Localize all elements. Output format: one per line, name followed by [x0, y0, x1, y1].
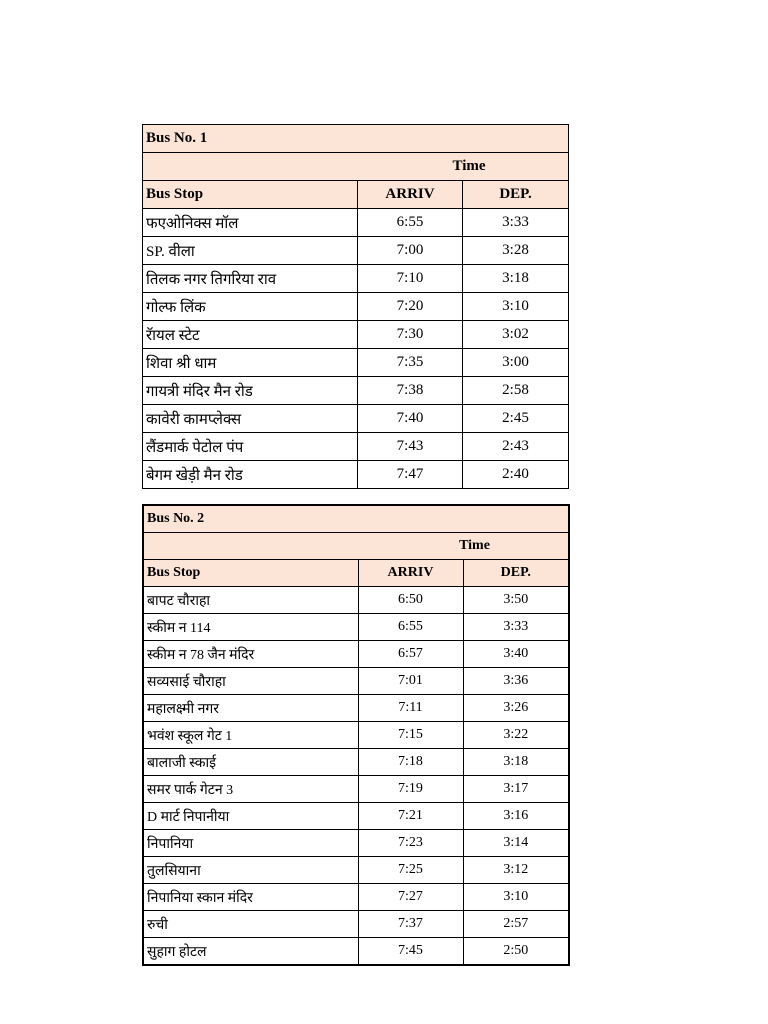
arrival-time-cell: 7:01 — [358, 668, 463, 695]
bus-stop-cell: रुची — [143, 911, 358, 938]
bus-stop-cell: सव्यसाई चौराहा — [143, 668, 358, 695]
arrival-time-cell: 6:57 — [358, 641, 463, 668]
departure-time-cell: 2:43 — [463, 433, 569, 461]
arrival-time-cell: 7:40 — [358, 405, 463, 433]
arrival-time-cell: 7:11 — [358, 695, 463, 722]
arrival-time-cell: 7:38 — [358, 377, 463, 405]
bus-2-title: Bus No. 2 — [143, 505, 569, 533]
bus-1-time-label: Time — [143, 153, 569, 181]
departure-time-cell: 3:36 — [463, 668, 569, 695]
bus-1-title-row — [143, 125, 569, 153]
bus-stop-cell: तिलक नगर तिगरिया राव — [143, 265, 358, 293]
bus-stop-cell: महालक्ष्मी नगर — [143, 695, 358, 722]
departure-time-cell: 3:50 — [463, 587, 569, 614]
arrival-time-cell: 7:35 — [358, 349, 463, 377]
bus-1-col-stop: Bus Stop — [143, 181, 358, 209]
table-row — [143, 321, 569, 349]
bus-stop-cell: स्कीम न 78 जैन मंदिर — [143, 641, 358, 668]
table-row — [143, 938, 569, 966]
bus-stop-cell: SP. वीला — [143, 237, 358, 265]
departure-time-cell: 3:40 — [463, 641, 569, 668]
bus-2-col-departure: DEP. — [463, 560, 569, 587]
arrival-time-cell: 7:43 — [358, 433, 463, 461]
departure-time-cell: 2:58 — [463, 377, 569, 405]
arrival-time-cell: 6:55 — [358, 614, 463, 641]
arrival-time-cell: 7:00 — [358, 237, 463, 265]
departure-time-cell: 2:50 — [463, 938, 569, 966]
table-row — [143, 461, 569, 489]
table-row — [143, 293, 569, 321]
departure-time-cell: 3:16 — [463, 803, 569, 830]
bus-stop-cell: निपानिया — [143, 830, 358, 857]
bus-1-col-arrival: ARRIV — [358, 181, 463, 209]
table-row — [143, 265, 569, 293]
departure-time-cell: 3:22 — [463, 722, 569, 749]
table-row — [143, 349, 569, 377]
departure-time-cell: 3:10 — [463, 884, 569, 911]
table-row — [143, 884, 569, 911]
bus-1-table-body — [143, 125, 569, 489]
bus-2-title-row — [143, 505, 569, 533]
departure-time-cell: 3:26 — [463, 695, 569, 722]
bus-stop-cell: बेगम खेड़ी मैन रोड — [143, 461, 358, 489]
departure-time-cell: 3:17 — [463, 776, 569, 803]
departure-time-cell: 3:33 — [463, 614, 569, 641]
bus-stop-cell: D मार्ट निपानीया — [143, 803, 358, 830]
bus-1-time-row — [143, 153, 569, 181]
table-row — [143, 405, 569, 433]
departure-time-cell: 3:28 — [463, 237, 569, 265]
departure-time-cell: 3:14 — [463, 830, 569, 857]
table-row — [143, 587, 569, 614]
table-row — [143, 433, 569, 461]
bus-1-col-departure: DEP. — [463, 181, 569, 209]
departure-time-cell: 2:45 — [463, 405, 569, 433]
bus-stop-cell: स्कीम न 114 — [143, 614, 358, 641]
bus-stop-cell: गायत्री मंदिर मैन रोड — [143, 377, 358, 405]
departure-time-cell: 2:40 — [463, 461, 569, 489]
table-row — [143, 803, 569, 830]
arrival-time-cell: 7:25 — [358, 857, 463, 884]
bus-2-time-label: Time — [143, 533, 569, 560]
table-row — [143, 237, 569, 265]
departure-time-cell: 3:18 — [463, 265, 569, 293]
departure-time-cell: 3:18 — [463, 749, 569, 776]
arrival-time-cell: 7:23 — [358, 830, 463, 857]
table-row — [143, 614, 569, 641]
departure-time-cell: 3:00 — [463, 349, 569, 377]
arrival-time-cell: 7:18 — [358, 749, 463, 776]
table-row — [143, 857, 569, 884]
bus-2-column-header-row — [143, 560, 569, 587]
bus-stop-cell: भवंश स्कूल गेट 1 — [143, 722, 358, 749]
bus-stop-cell: कावेरी कामप्लेक्स — [143, 405, 358, 433]
bus-stop-cell: समर पार्क गेटन 3 — [143, 776, 358, 803]
table-row — [143, 209, 569, 237]
bus-stop-cell: बालाजी स्काई — [143, 749, 358, 776]
departure-time-cell: 3:02 — [463, 321, 569, 349]
departure-time-cell: 2:57 — [463, 911, 569, 938]
departure-time-cell: 3:12 — [463, 857, 569, 884]
arrival-time-cell: 7:47 — [358, 461, 463, 489]
bus-stop-cell: फएओनिक्स मॉल — [143, 209, 358, 237]
bus-stop-cell: सुहाग होटल — [143, 938, 358, 966]
bus-2-table-body — [143, 505, 569, 965]
bus-stop-cell: गोल्फ लिंक — [143, 293, 358, 321]
arrival-time-cell: 6:55 — [358, 209, 463, 237]
table-row — [143, 911, 569, 938]
bus-stop-cell: तुलसियाना — [143, 857, 358, 884]
table-row — [143, 695, 569, 722]
table-row — [143, 749, 569, 776]
table-row — [143, 830, 569, 857]
arrival-time-cell: 7:10 — [358, 265, 463, 293]
bus-1-title: Bus No. 1 — [143, 125, 569, 153]
bus-stop-cell: बापट चौराहा — [143, 587, 358, 614]
bus-stop-cell: निपानिया स्कान मंदिर — [143, 884, 358, 911]
bus-stop-cell: रॅायल स्टेट — [143, 321, 358, 349]
bus-2-col-arrival: ARRIV — [358, 560, 463, 587]
arrival-time-cell: 6:50 — [358, 587, 463, 614]
arrival-time-cell: 7:30 — [358, 321, 463, 349]
arrival-time-cell: 7:21 — [358, 803, 463, 830]
bus-1-schedule-table — [142, 124, 569, 489]
table-row — [143, 776, 569, 803]
bus-2-col-stop: Bus Stop — [143, 560, 358, 587]
arrival-time-cell: 7:37 — [358, 911, 463, 938]
departure-time-cell: 3:10 — [463, 293, 569, 321]
arrival-time-cell: 7:45 — [358, 938, 463, 966]
departure-time-cell: 3:33 — [463, 209, 569, 237]
arrival-time-cell: 7:15 — [358, 722, 463, 749]
table-row — [143, 722, 569, 749]
table-row — [143, 668, 569, 695]
arrival-time-cell: 7:27 — [358, 884, 463, 911]
bus-stop-cell: शिवा श्री धाम — [143, 349, 358, 377]
arrival-time-cell: 7:19 — [358, 776, 463, 803]
arrival-time-cell: 7:20 — [358, 293, 463, 321]
table-row — [143, 377, 569, 405]
bus-2-schedule-table — [142, 504, 570, 966]
bus-2-time-row — [143, 533, 569, 560]
table-row — [143, 641, 569, 668]
bus-stop-cell: लैंडमार्क पेटोल पंप — [143, 433, 358, 461]
bus-1-column-header-row — [143, 181, 569, 209]
